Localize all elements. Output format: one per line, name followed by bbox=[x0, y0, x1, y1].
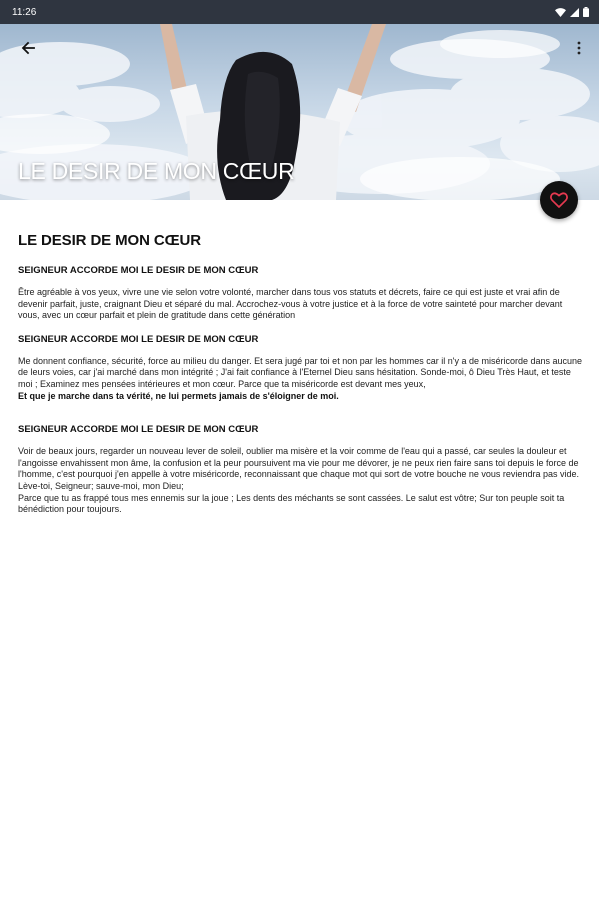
section-heading: SEIGNEUR ACCORDE MOI LE DESIR DE MON CŒUR bbox=[18, 333, 259, 345]
favorite-button[interactable] bbox=[540, 181, 578, 219]
section-heading: SEIGNEUR ACCORDE MOI LE DESIR DE MON CŒUR bbox=[18, 424, 259, 436]
paragraph-emphasis: Et que je marche dans ta vérité, ne lui permets jamais de s'éloigner de moi. bbox=[18, 390, 339, 401]
more-vert-icon bbox=[577, 41, 581, 55]
status-time: 11:26 bbox=[12, 6, 37, 18]
article-content bbox=[18, 232, 583, 528]
heart-outline-icon bbox=[550, 192, 568, 208]
signal-icon bbox=[570, 8, 579, 17]
arrow-left-icon bbox=[21, 41, 35, 55]
back-button[interactable] bbox=[14, 34, 42, 62]
hero-header bbox=[0, 24, 599, 200]
hero-title: LE DESIR DE MON CŒUR bbox=[18, 158, 295, 184]
battery-icon bbox=[583, 7, 589, 17]
status-bar bbox=[0, 0, 599, 24]
article-title: LE DESIR DE MON CŒUR bbox=[18, 232, 202, 249]
wifi-icon bbox=[555, 8, 566, 17]
paragraph-text: Voir de beaux jours, regarder un nouveau lever de soleil, oublier ma misère et la voir comme de l'eau qui a passé, car seules la douleur et l'angoisse envahissent mon âme, la confusion et la peur poursuivent ma vie pour me dévorer, je ne peux rien faire sans toi depuis le force de l'homme, c'est pourquoi j'en appelle à votre miséricorde, reconnaissant que chaque mot qui sort de votre bouche ne vous reviendra pas vide. Lève-toi, Seigneur; sauve-moi, mon Dieu; bbox=[18, 446, 579, 491]
more-options-button[interactable] bbox=[569, 34, 589, 62]
paragraph-text: Parce que tu as frappé tous mes ennemis sur la joue ; Les dents des méchants se sont cassées. Le salut est vôtre; Sur ton peuple soit ta bénédiction pour toujours. bbox=[18, 492, 565, 515]
section-heading: SEIGNEUR ACCORDE MOI LE DESIR DE MON CŒUR bbox=[18, 265, 259, 276]
section-paragraph: Être agréable à vos yeux, vivre une vie selon votre volonté, marcher dans tous vos statuts et décrets, faire ce qui est juste et vrai afin de devenir parfait, juste, craignant Dieu et séparé du mal. Accrochez-vous à votre justice et à la force de votre sainteté pour marcher devant vous, avec un cœur parfait et plein de gratitude dans cette génération bbox=[18, 287, 563, 321]
section-paragraph bbox=[18, 356, 583, 402]
status-icons bbox=[555, 7, 589, 17]
paragraph-text: Me donnent confiance, sécurité, force au milieu du danger. Et sera jugé par toi et non par les hommes car il n'y a de miséricorde dans aucune de leurs voies, car j'ai marché dans mon intégrité ; J'ai fait confiance à l'Eternel Dieu sans hésitation. Sonde-moi, ô Dieu Très Haut, et teste moi ; Examinez mes pensées intérieures et mon cœur. Parce que ta miséricorde est devant mes yeux, bbox=[18, 355, 583, 389]
section-paragraph bbox=[18, 446, 583, 516]
